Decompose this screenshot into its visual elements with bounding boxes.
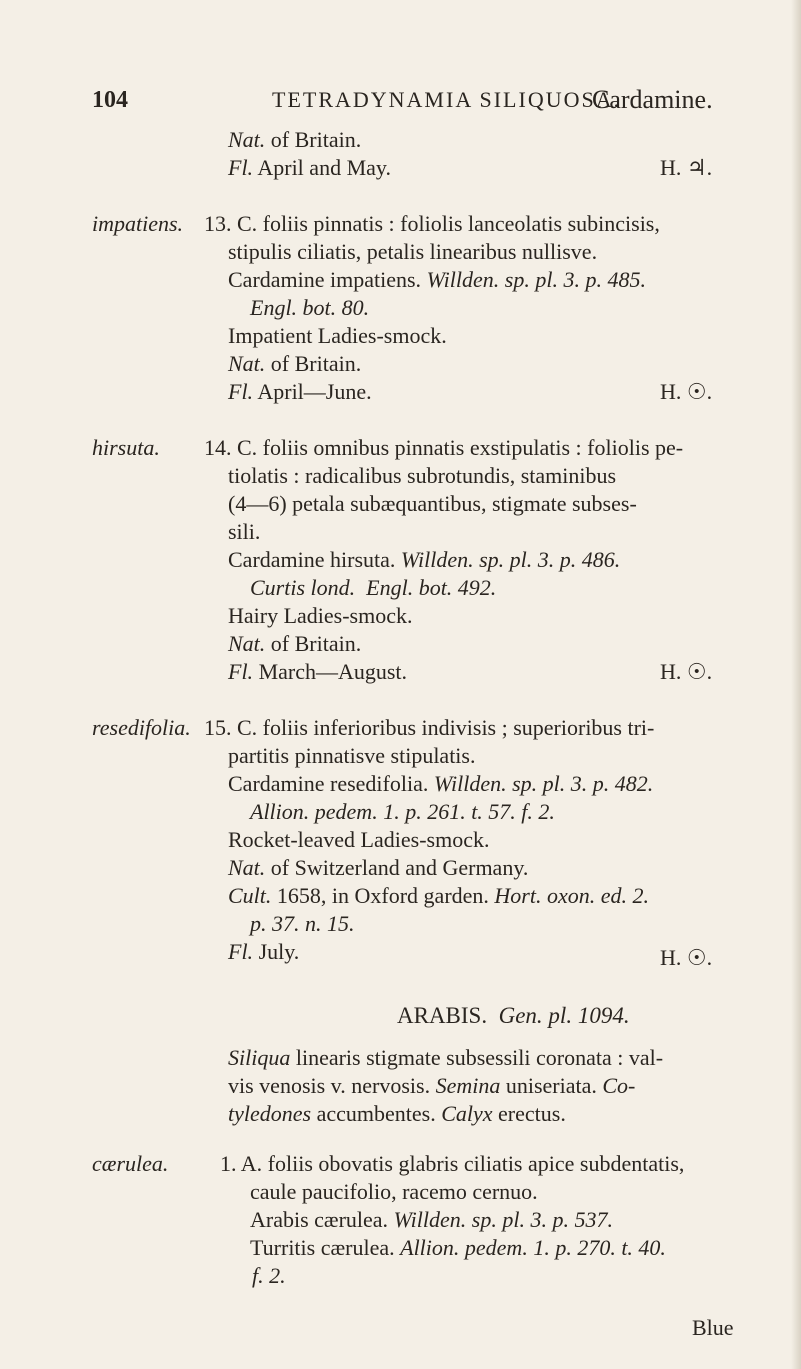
arabis-line-5: f. 2. <box>252 1263 286 1288</box>
species-13-line-1: 13. C. foliis pinnatis : foliolis lanceolatis subincisis, <box>204 211 660 236</box>
species-name-margin: cærulea. <box>92 1151 169 1176</box>
genus-desc-line-3: tyledones accumbentes. Calyx erectus. <box>228 1101 566 1126</box>
header-genus: Cardamine. <box>592 85 713 114</box>
species-13-line-7: Fl. April—June. <box>228 379 372 404</box>
species-14-line-4: sili. <box>228 519 261 544</box>
species-15-line-1: 15. C. foliis inferioribus indivisis ; superioribus tri- <box>204 715 655 740</box>
running-title: TETRADYNAMIA SILIQUOSA. <box>272 87 622 112</box>
species-14-line-9: Fl. March—August. <box>228 659 408 684</box>
species-name-margin: resedifolia. <box>92 715 191 740</box>
species-13-line-6: Nat. of Britain. <box>228 351 362 376</box>
catchword: Blue <box>692 1315 734 1340</box>
species-15-line-8: p. 37. n. 15. <box>250 911 355 936</box>
species-13-symbol: H. ☉. <box>660 379 713 404</box>
species-14-line-3: (4—6) petala subæquantibus, stigmate subses- <box>228 491 637 516</box>
species-13-line-4: Engl. bot. 80. <box>250 295 370 320</box>
genus-title: ARABIS. Gen. pl. 1094. <box>397 1003 630 1028</box>
page-number: 104 <box>92 87 128 113</box>
species-13-line-5: Impatient Ladies-smock. <box>228 323 447 348</box>
arabis-line-4: Turritis cærulea. Allion. pedem. 1. p. 270. t. 40. <box>250 1235 666 1260</box>
species-14-symbol: H. ☉. <box>660 659 713 684</box>
species-15-symbol: H. ☉. <box>660 945 713 970</box>
species-15-line-4: Allion. pedem. 1. p. 261. t. 57. f. 2. <box>250 799 555 824</box>
top-fl-line: Fl. April and May. <box>228 155 391 180</box>
arabis-line-1: 1. A. foliis obovatis glabris ciliatis apice subdentatis, <box>220 1151 685 1176</box>
genus-desc-line-2: vis venosis v. nervosis. Semina uniseriata. Co- <box>228 1073 636 1098</box>
arabis-line-2: caule paucifolio, racemo cernuo. <box>250 1179 538 1204</box>
species-14-line-6: Curtis lond. Engl. bot. 492. <box>250 575 497 600</box>
species-14-line-7: Hairy Ladies-smock. <box>228 603 413 628</box>
species-15-line-9: Fl. July. <box>228 939 300 964</box>
species-14-line-5: Cardamine hirsuta. Willden. sp. pl. 3. p. 486. <box>228 547 621 572</box>
species-14-line-2: tiolatis : radicalibus subrotundis, staminibus <box>228 463 617 488</box>
species-13-line-2: stipulis ciliatis, petalis linearibus nullisve. <box>228 239 598 264</box>
species-15-line-3: Cardamine resedifolia. Willden. sp. pl. 3. p. 482. <box>228 771 654 796</box>
species-15-line-5: Rocket-leaved Ladies-smock. <box>228 827 490 852</box>
top-nat-line: Nat. of Britain. <box>228 127 362 152</box>
arabis-line-3: Arabis cærulea. Willden. sp. pl. 3. p. 537. <box>250 1207 613 1232</box>
species-name-margin: impatiens. <box>92 211 184 236</box>
page-header <box>92 80 742 120</box>
species-14-line-1: 14. C. foliis omnibus pinnatis exstipulatis : foliolis pe- <box>204 435 684 460</box>
genus-desc-line-1: Siliqua linearis stigmate subsessili coronata : val- <box>228 1045 664 1070</box>
species-15-line-2: partitis pinnatisve stipulatis. <box>228 743 476 768</box>
species-15-line-7: Cult. 1658, in Oxford garden. Hort. oxon. ed. 2. <box>228 883 650 908</box>
species-13-line-3: Cardamine impatiens. Willden. sp. pl. 3. p. 485. <box>228 267 646 292</box>
page-edge-shadow <box>791 0 801 1369</box>
top-symbol: H. ♃. <box>660 155 713 180</box>
species-14-line-8: Nat. of Britain. <box>228 631 362 656</box>
species-name-margin: hirsuta. <box>92 435 160 460</box>
species-15-line-6: Nat. of Switzerland and Germany. <box>228 855 529 880</box>
